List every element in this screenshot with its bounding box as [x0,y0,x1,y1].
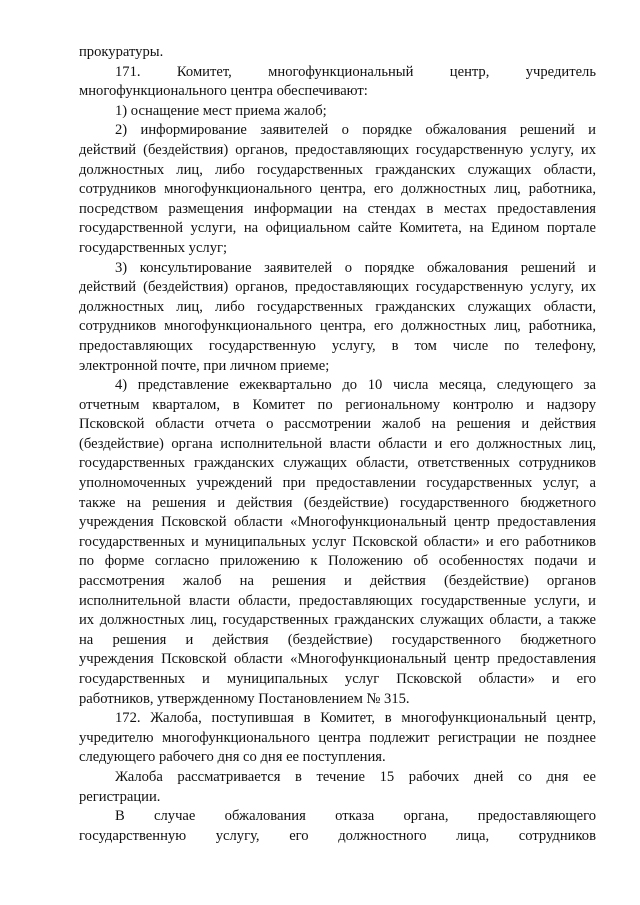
document-line: прокуратуры. [79,44,164,60]
document-line: на решения и действия (бездействие) государственного бюджетного [79,631,596,648]
document-line: 2) информирование заявителей о порядке обжалования решений и [115,122,596,139]
document-line: 3) консультирование заявителей о порядке обжалования решений и [115,259,596,276]
document-line: государственную услугу, его должностного лица, сотрудников [79,827,596,844]
document-line: многофункционального центра обеспечивают: [79,83,368,100]
document-line: 171. Комитет, многофункциональный центр, учредитель [115,63,596,80]
document-line: рассмотрения жалоб на решения и действия (бездействие) органов [79,573,596,590]
document-line: исполнительной власти области, предоставляющих государственные услуги, и [79,592,596,609]
document-line: Псковской области отчета о рассмотрении жалоб на решения и действия [79,416,596,433]
document-line: государственных и муниципальных услуг Псковской области» и его работников [79,533,596,550]
document-line: должностных лиц, либо государственных гражданских служащих области, [79,298,596,315]
document-line: электронной почте, при личном приеме; [79,357,330,374]
document-line: государственных гражданских служащих области, ответственных сотрудников [79,455,596,472]
document-line: предоставляющих государственную услугу, в том числе по телефону, [79,337,596,354]
document-line: государственных услуг; [79,239,228,256]
document-line: В случае обжалования отказа органа, предоставляющего [115,808,596,825]
document-line: 4) представление ежеквартально до 10 числа месяца, следующего за [115,377,596,394]
document-line: учредителю многофункционального центра подлежит регистрации не позднее [79,729,596,746]
document-line: посредством размещения информации на стендах в местах предоставления [79,200,596,217]
document-line: должностных лиц, либо государственных гражданских служащих области, [79,161,596,178]
document-line: уполномоченных учреждений при предоставлении государственных услуг, а [79,475,596,492]
document-line: отчетным кварталом, в Комитет по региональному контролю и надзору [79,396,596,413]
document-line: действий (бездействия) органов, предоставляющих государственную услугу, их [79,279,596,296]
document-line: государственной услуги, на официальном сайте Комитета, на Едином портале [79,220,596,237]
document-line: также на решения и действия (бездействие) государственного бюджетного [79,494,596,511]
document-line: Жалоба рассматривается в течение 15 рабочих дней со дня ее [115,768,596,785]
document-line: их должностных лиц, государственных гражданских служащих области, а также [79,612,596,629]
document-line: учреждения Псковской области «Многофункциональный центр предоставления [79,651,596,668]
document-line: сотрудников многофункционального центра, его должностных лиц, работника, [79,318,596,335]
document-body [79,43,596,846]
document-line: 172. Жалоба, поступившая в Комитет, в многофункциональный центр, [115,710,596,727]
document-line: 1) оснащение мест приема жалоб; [115,102,327,119]
document-line: учреждения Псковской области «Многофункциональный центр предоставления [79,514,596,531]
document-line: следующего рабочего дня со дня ее поступления. [79,749,386,766]
document-line: (бездействие) органа исполнительной власти области и его должностных лиц, [79,435,596,452]
document-line: по форме согласно приложению к Положению об особенностях подачи и [79,553,596,570]
document-line: сотрудников многофункционального центра, его должностных лиц, работника, [79,181,596,198]
document-line: регистрации. [79,788,161,805]
document-line: государственных и муниципальных услуг Псковской области» и его [79,671,596,687]
document-line: работников, утвержденному Постановлением № 315. [79,690,410,707]
document-line: действий (бездействия) органов, предоставляющих государственную услугу, их [79,141,596,158]
